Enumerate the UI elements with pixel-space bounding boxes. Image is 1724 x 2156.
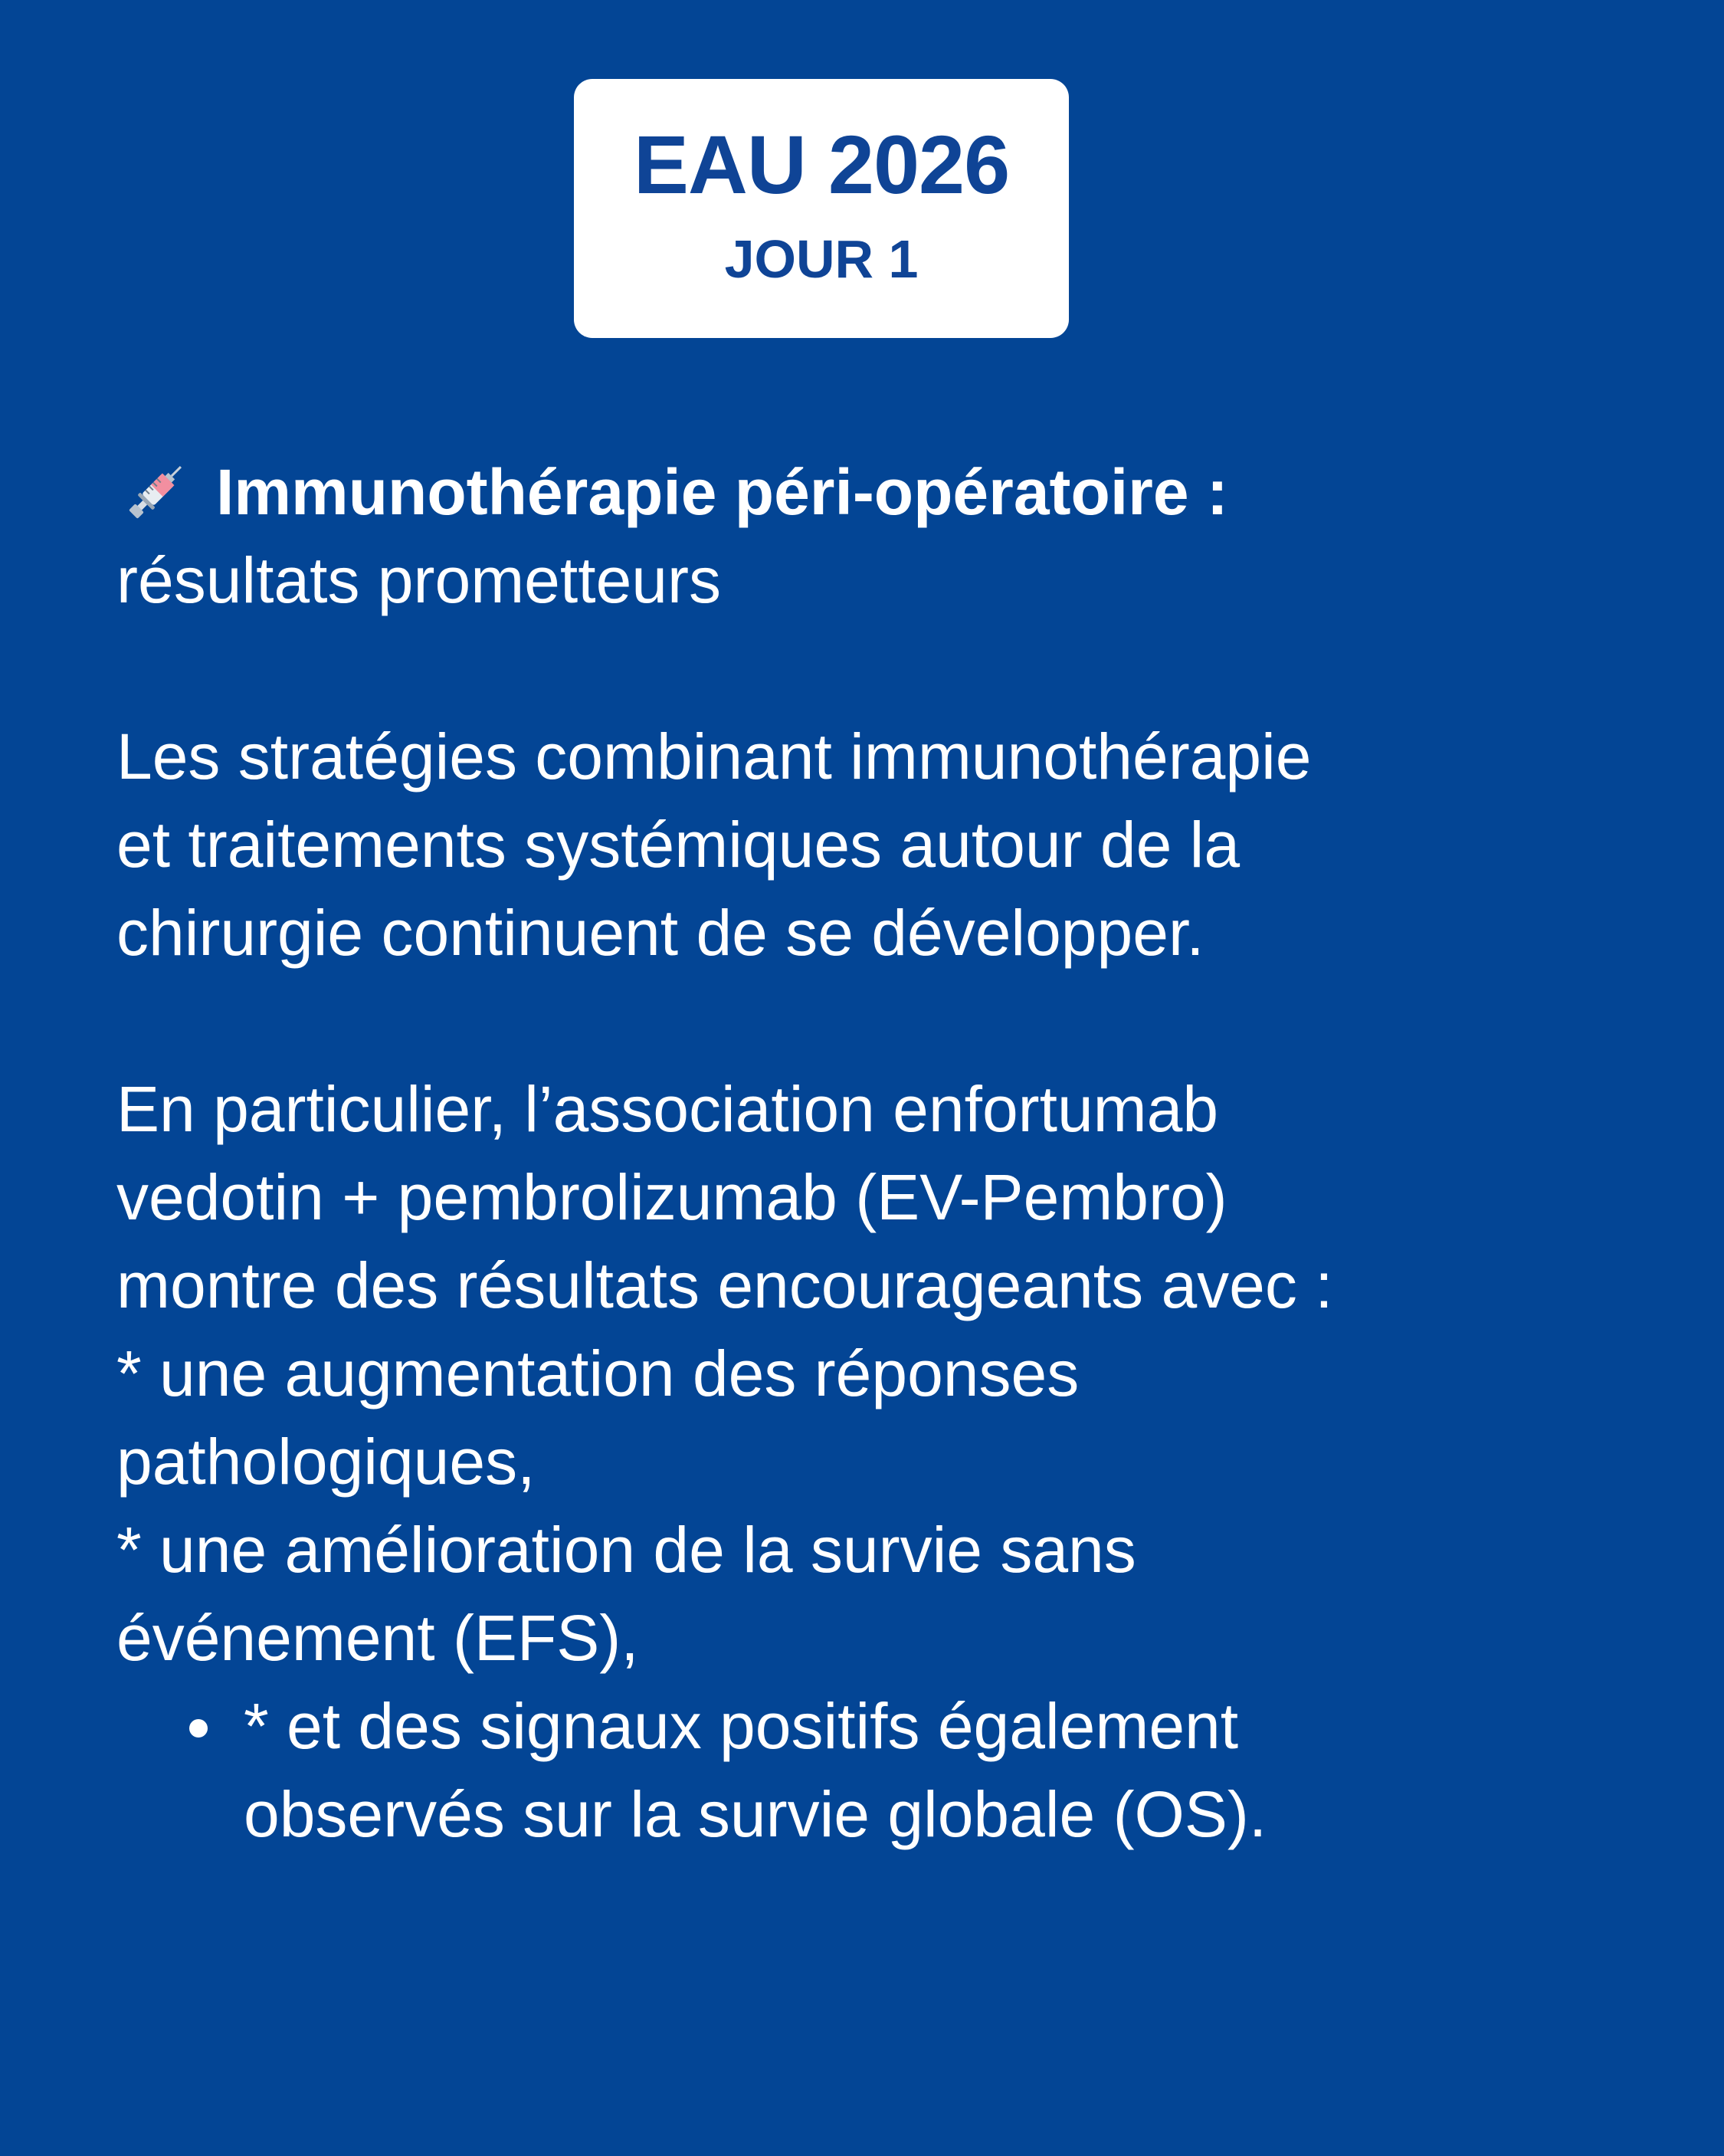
paragraph-2-line-3: montre des résultats encourageants avec : — [116, 1249, 1333, 1321]
list-item — [116, 1682, 1649, 1859]
list-item-1-line-1: * une augmentation des réponses — [116, 1337, 1080, 1409]
paragraph-2-line-1: En particulier, l’association enfortumab — [116, 1073, 1219, 1145]
paragraph-1-line-3: chirurgie continuent de se développer. — [116, 897, 1205, 969]
spacer — [116, 625, 1649, 713]
bullet-dot-icon — [189, 1719, 208, 1738]
list-item-2-line-2: événement (EFS), — [116, 1602, 639, 1674]
bullet-line-1: * et des signaux positifs également — [244, 1690, 1239, 1762]
event-badge — [574, 79, 1069, 338]
list-item-1-line-2: pathologiques, — [116, 1426, 536, 1498]
section-heading — [116, 448, 1649, 537]
heading-subtitle: résultats prometteurs — [116, 544, 721, 616]
paragraph-1-line-1: Les stratégies combinant immunothérapie — [116, 720, 1312, 793]
post-content — [116, 448, 1649, 1859]
bullet-list — [116, 1682, 1649, 1859]
heading-title: Immunothérapie péri-opératoire : — [216, 456, 1228, 528]
badge-subtitle: JOUR 1 — [724, 229, 919, 289]
paragraph-2-line-2: vedotin + pembrolizumab (EV-Pembro) — [116, 1161, 1227, 1233]
list-item-2-line-1: * une amélioration de la survie sans — [116, 1514, 1136, 1586]
badge-title: EAU 2026 — [633, 118, 1010, 211]
spacer — [116, 977, 1649, 1065]
paragraph-1-line-2: et traitements systémiques autour de la — [116, 809, 1241, 881]
bullet-line-2: observés sur la survie globale (OS). — [244, 1778, 1267, 1850]
syringe-icon — [116, 454, 193, 531]
